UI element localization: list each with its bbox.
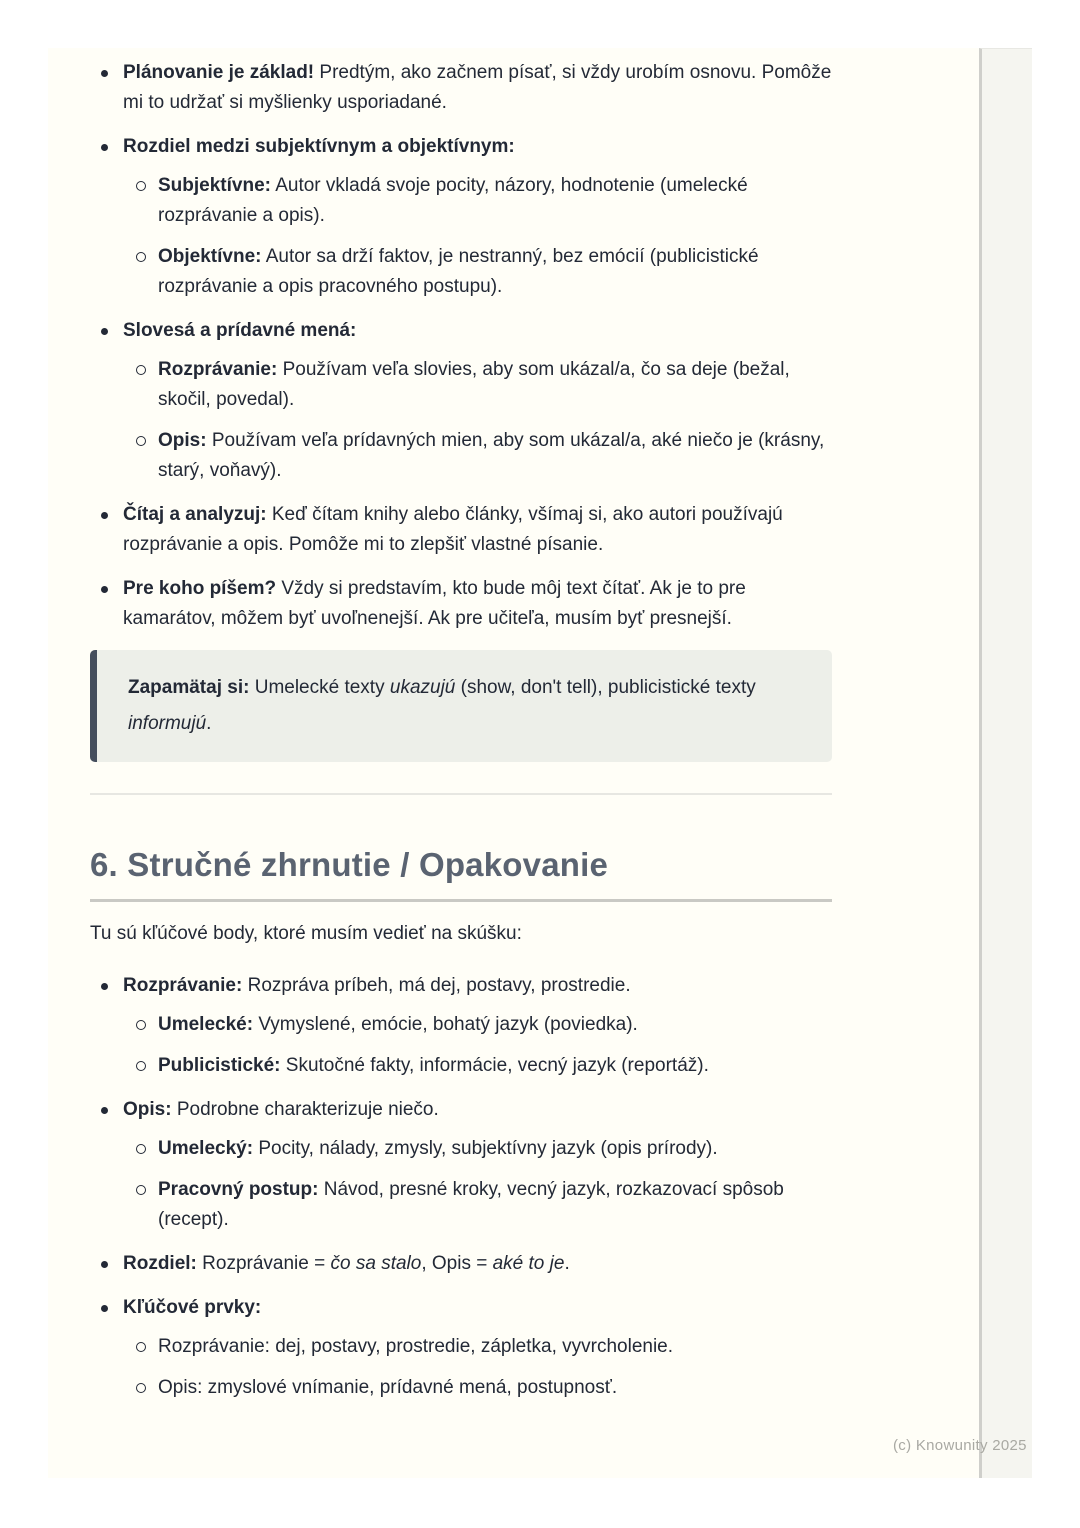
- bullet-list-2: [90, 971, 832, 1403]
- sub-list: [123, 171, 832, 302]
- side-panel-strip: [979, 48, 1032, 1478]
- list-item-text: Rozdiel: Rozprávanie = čo sa stalo, Opis = aké to je.: [123, 1253, 570, 1274]
- sub-list: [123, 355, 832, 486]
- list-item-text: Opis: Používam veľa prídavných mien, aby som ukázal/a, aké niečo je (krásny, starý, voňavý).: [158, 430, 825, 481]
- list-item: [90, 1249, 832, 1279]
- sub-list-item: [123, 1051, 832, 1081]
- sub-list-item: [123, 242, 832, 302]
- list-item: [90, 574, 832, 634]
- callout-box: [90, 650, 832, 762]
- list-item-text: Rozdiel medzi subjektívnym a objektívnym:: [123, 136, 515, 157]
- sub-list-item: [123, 1373, 832, 1403]
- list-item-text: Umelecký: Pocity, nálady, zmysly, subjektívny jazyk (opis prírody).: [158, 1138, 718, 1159]
- sub-list-item: [123, 426, 832, 486]
- list-item: [90, 1095, 832, 1235]
- sub-list-item: [123, 1332, 832, 1362]
- bullet-list-1: [90, 58, 832, 634]
- sub-list-item: [123, 1134, 832, 1164]
- list-item-text: Slovesá a prídavné mená:: [123, 320, 357, 341]
- list-item-text: Čítaj a analyzuj: Keď čítam knihy alebo články, všímaj si, ako autori používajú rozprávanie a opis. Pomôže mi to zlepšiť vlastné písanie.: [123, 504, 783, 555]
- list-item: [90, 58, 832, 118]
- section-heading: 6. Stručné zhrnutie / Opakovanie: [90, 846, 609, 883]
- list-item: [90, 971, 832, 1081]
- list-item-text: Rozprávanie: Rozpráva príbeh, má dej, postavy, prostredie.: [123, 975, 631, 996]
- callout-text: Zapamätaj si: Umelecké texty ukazujú (show, don't tell), publicistické texty informujú.: [128, 677, 756, 734]
- intro-paragraph: Tu sú kľúčové body, ktoré musím vedieť na skúšku:: [90, 923, 522, 944]
- sub-list: [123, 1010, 832, 1081]
- sub-list-item: [123, 355, 832, 415]
- sub-list-item: [123, 1010, 832, 1040]
- list-item-text: Opis: zmyslové vnímanie, prídavné mená, postupnosť.: [158, 1377, 618, 1398]
- list-item-text: Publicistické: Skutočné fakty, informácie, vecný jazyk (reportáž).: [158, 1055, 709, 1076]
- list-item-text: Objektívne: Autor sa drží faktov, je nestranný, bez emócií (publicistické rozprávanie a opis pracovného postupu).: [158, 246, 759, 297]
- list-item-text: Subjektívne: Autor vkladá svoje pocity, názory, hodnotenie (umelecké rozprávanie a opis).: [158, 175, 748, 226]
- list-item-text: Plánovanie je základ! Predtým, ako začnem písať, si vždy urobím osnovu. Pomôže mi to udržať si myšlienky usporiadané.: [123, 62, 832, 113]
- section-divider: [90, 793, 832, 795]
- list-item-text: Opis: Podrobne charakterizuje niečo.: [123, 1099, 439, 1120]
- list-item-text: Rozprávanie: Používam veľa slovies, aby som ukázal/a, čo sa deje (bežal, skočil, povedal).: [158, 359, 790, 410]
- document-content: [48, 48, 979, 1403]
- list-item: [90, 132, 832, 302]
- sub-list-item: [123, 171, 832, 231]
- sub-list-item: [123, 1175, 832, 1235]
- heading-underline: [90, 899, 832, 902]
- list-item: [90, 1293, 832, 1403]
- list-item-text: Umelecké: Vymyslené, emócie, bohatý jazyk (poviedka).: [158, 1014, 638, 1035]
- watermark: (c) Knowunity 2025: [893, 1437, 1027, 1454]
- list-item-text: Pre koho píšem? Vždy si predstavím, kto bude môj text čítať. Ak je to pre kamarátov, môžem byť uvoľnenejší. Ak pre učiteľa, musím byť presnejší.: [123, 578, 746, 629]
- sub-list: [123, 1134, 832, 1235]
- list-item-text: Rozprávanie: dej, postavy, prostredie, zápletka, vyvrcholenie.: [158, 1336, 674, 1357]
- list-item-text: Kľúčové prvky:: [123, 1297, 262, 1318]
- list-item: [90, 500, 832, 560]
- list-item: [90, 316, 832, 486]
- list-item-text: Pracovný postup: Návod, presné kroky, vecný jazyk, rozkazovací spôsob (recept).: [158, 1179, 784, 1230]
- sub-list: [123, 1332, 832, 1403]
- document-page: [48, 48, 979, 1478]
